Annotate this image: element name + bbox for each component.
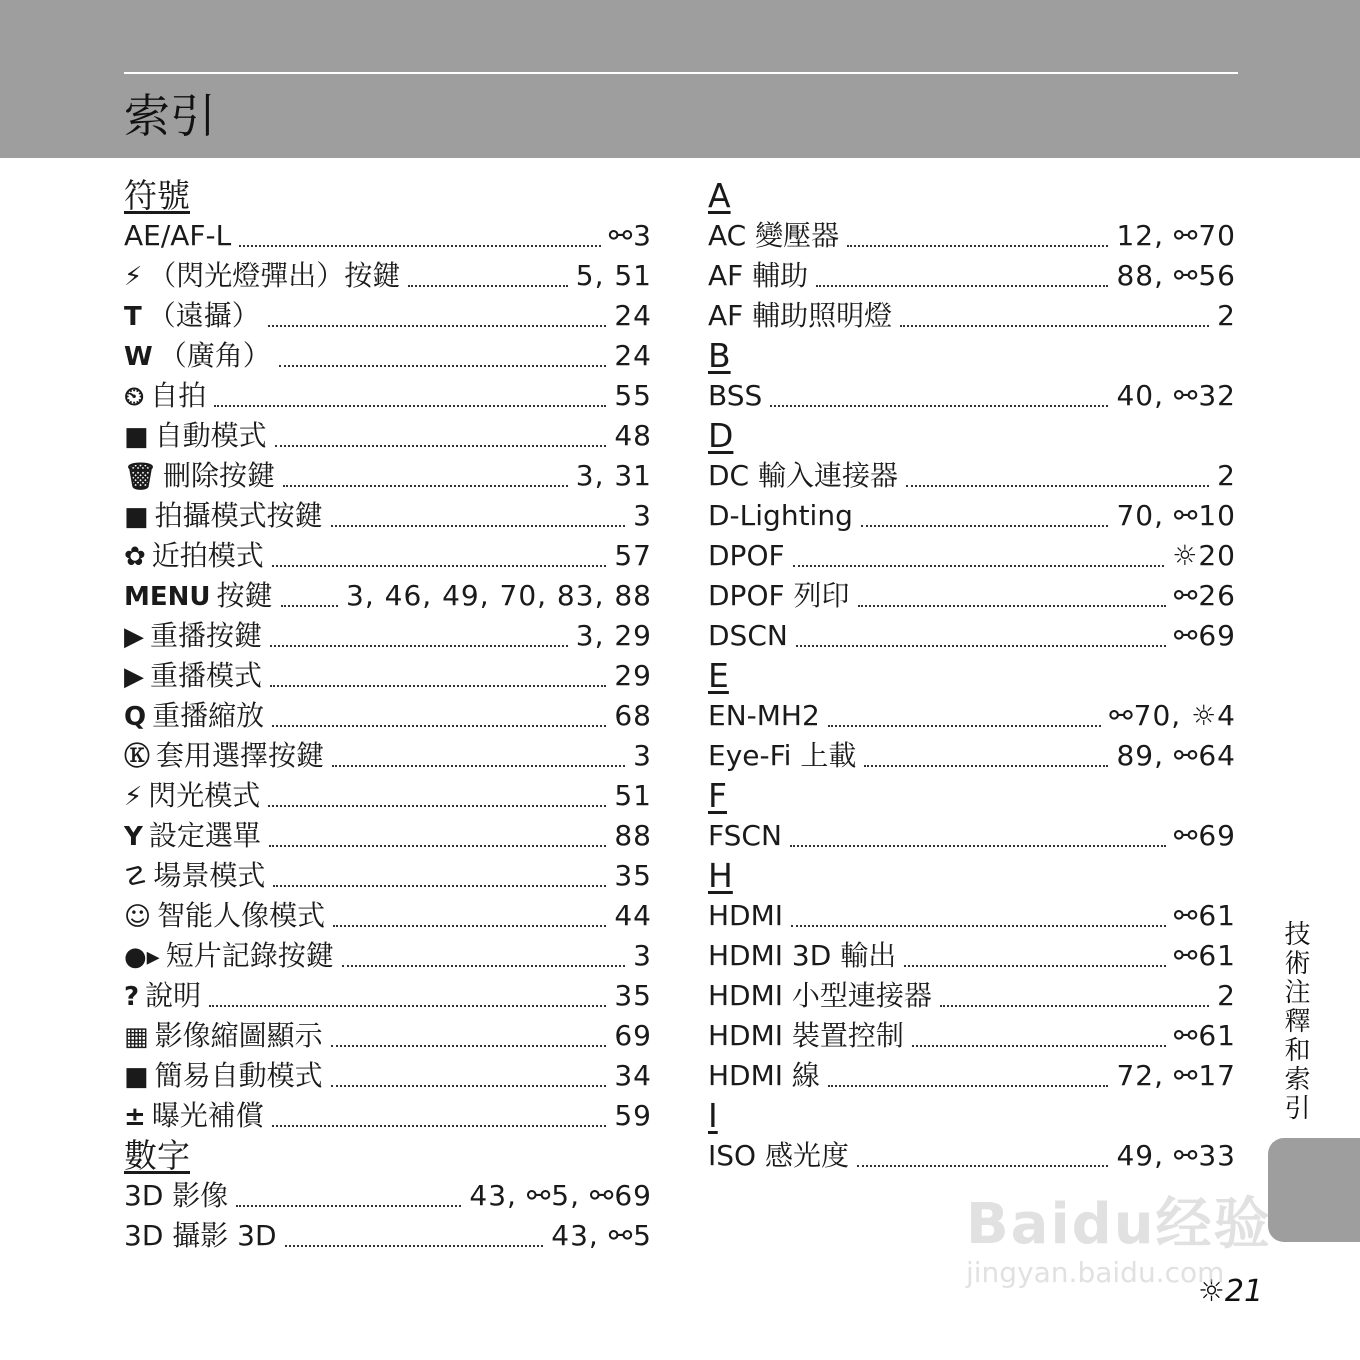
entry-icon: ⚡: [124, 782, 143, 812]
entry-term: （廣角）: [158, 339, 271, 372]
dot-leader: [900, 325, 1209, 327]
entry-pages: 43, ⚯5, ⚯69: [469, 1179, 652, 1212]
dot-leader: [861, 525, 1109, 527]
index-entry: [124, 736, 652, 776]
index-entry: [708, 256, 1236, 296]
entry-icon: T: [124, 302, 142, 332]
entry-icon: ⏲: [124, 382, 145, 412]
dot-leader: [272, 725, 606, 727]
entry-term: 場景模式: [153, 859, 266, 892]
section-heading: A: [708, 176, 731, 215]
entry-pages: 59: [614, 1099, 652, 1132]
entry-pages: 3: [633, 939, 652, 972]
index-entry: [124, 1056, 652, 1096]
entry-term: 曝光補償: [151, 1099, 264, 1132]
entry-pages: ⚯3: [608, 219, 652, 252]
dot-leader: [285, 1245, 544, 1247]
index-entry: [124, 936, 652, 976]
index-column-left: [124, 176, 652, 1256]
entry-pages: 24: [614, 299, 652, 332]
entry-pages: ⚯61: [1173, 899, 1236, 932]
dot-leader: [408, 285, 567, 287]
watermark-brand: Baidu经验: [966, 1192, 1272, 1257]
entry-term: 重播按鍵: [150, 619, 263, 652]
entry-term: 套用選擇按鍵: [156, 739, 325, 772]
dot-leader: [273, 885, 606, 887]
entry-term: 近拍模式: [151, 539, 264, 572]
entry-term: HDMI 小型連接器: [708, 979, 932, 1012]
index-entry: [708, 376, 1236, 416]
entry-icon: ±: [124, 1102, 146, 1132]
dot-leader: [331, 525, 626, 527]
index-entry: [124, 456, 652, 496]
entry-pages: ⚯69: [1173, 619, 1236, 652]
entry-pages: ⚯69: [1173, 819, 1236, 852]
entry-term: 閃光模式: [148, 779, 261, 812]
entry-pages: 24: [614, 339, 652, 372]
entry-term: DC 輸入連接器: [708, 459, 899, 492]
entry-term: 重播縮放: [152, 699, 265, 732]
entry-term: （遠攝）: [147, 299, 260, 332]
dot-leader: [281, 605, 339, 607]
index-entry: [124, 816, 652, 856]
entry-icon: ?: [124, 982, 140, 1012]
header-band: [0, 0, 1360, 158]
entry-term: BSS: [708, 379, 763, 412]
entry-pages: 3, 31: [575, 459, 652, 492]
dot-leader: [270, 645, 568, 647]
index-entry: [708, 496, 1236, 536]
watermark-url: jingyan.baidu.com: [966, 1256, 1225, 1289]
entry-pages: 2: [1217, 459, 1236, 492]
section-heading: 數字: [124, 1136, 190, 1175]
chapter-tab-label: 技術注釋和索引: [1280, 920, 1310, 1123]
dot-leader: [828, 725, 1101, 727]
section-heading: B: [708, 336, 731, 375]
dot-leader: [283, 485, 568, 487]
entry-pages: ⚯61: [1173, 1019, 1236, 1052]
entry-term: 自動模式: [154, 419, 267, 452]
dot-leader: [268, 805, 606, 807]
entry-term: 自拍: [150, 379, 207, 412]
entry-icon: ✿: [124, 542, 146, 572]
entry-term: 按鍵: [216, 579, 273, 612]
dot-leader: [268, 325, 607, 327]
index-entry: [124, 576, 652, 616]
index-entry: [708, 736, 1236, 776]
entry-term: ISO 感光度: [708, 1139, 849, 1172]
index-entry: [124, 896, 652, 936]
chapter-tab-marker: [1268, 1138, 1360, 1242]
entry-term: 設定選單: [148, 819, 261, 852]
index-entry: [124, 616, 652, 656]
entry-term: FSCN: [708, 819, 782, 852]
entry-pages: 2: [1217, 299, 1236, 332]
index-entry: [124, 336, 652, 376]
entry-pages: ☼20: [1172, 539, 1236, 572]
entry-icon: Q: [124, 702, 147, 732]
entry-pages: 5, 51: [575, 259, 652, 292]
entry-pages: 88: [614, 819, 652, 852]
entry-term: 影像縮圖顯示: [154, 1019, 323, 1052]
entry-icon: ▦: [124, 1022, 149, 1052]
section-heading: E: [708, 656, 729, 695]
entry-term: D-Lighting: [708, 499, 853, 532]
page-title: 索引: [124, 89, 216, 143]
entry-pages: 89, ⚯64: [1116, 739, 1236, 772]
entry-pages: 51: [614, 779, 652, 812]
entry-pages: 43, ⚯5: [551, 1219, 652, 1252]
entry-icon: W: [124, 342, 153, 372]
dot-leader: [236, 1205, 461, 1207]
entry-pages: ⚯70, ☼4: [1109, 699, 1236, 732]
page-number: ☼21: [1198, 1274, 1264, 1309]
dot-leader: [828, 1085, 1109, 1087]
dot-leader: [342, 965, 625, 967]
index-column-right: [708, 176, 1236, 1176]
entry-pages: 49, ⚯33: [1116, 1139, 1236, 1172]
entry-pages: 57: [614, 539, 652, 572]
entry-icon: ■: [124, 502, 149, 532]
entry-term: 3D 攝影 3D: [124, 1219, 277, 1252]
entry-pages: 35: [614, 859, 652, 892]
entry-term: AF 輔助: [708, 259, 809, 292]
entry-term: HDMI 3D 輸出: [708, 939, 897, 972]
index-entry: [708, 1056, 1236, 1096]
entry-pages: 48: [614, 419, 652, 452]
entry-term: 說明: [145, 979, 202, 1012]
index-entry: [124, 376, 652, 416]
dot-leader: [816, 285, 1108, 287]
entry-term: 重播模式: [150, 659, 263, 692]
entry-pages: 3, 46, 49, 70, 83, 88: [346, 579, 652, 612]
section-heading: H: [708, 856, 733, 895]
index-entry: [124, 776, 652, 816]
entry-icon: Ⓚ: [124, 742, 151, 772]
entry-icon: ●▸: [124, 942, 160, 972]
index-entry: [708, 896, 1236, 936]
entry-pages: 44: [614, 899, 652, 932]
dot-leader: [770, 405, 1108, 407]
entry-pages: 70, ⚯10: [1116, 499, 1236, 532]
index-entry: [124, 696, 652, 736]
index-entry: [124, 1176, 652, 1216]
entry-term: AF 輔助照明燈: [708, 299, 893, 332]
entry-icon: ⚡: [124, 262, 143, 292]
index-entry: [124, 656, 652, 696]
section-heading: D: [708, 416, 734, 455]
entry-pages: 3: [633, 739, 652, 772]
dot-leader: [269, 845, 607, 847]
section-heading: I: [708, 1096, 718, 1135]
entry-pages: 55: [614, 379, 652, 412]
index-entry: [708, 1136, 1236, 1176]
entry-pages: 2: [1217, 979, 1236, 1012]
entry-term: HDMI: [708, 899, 784, 932]
header-rule: [124, 72, 1238, 74]
entry-pages: 88, ⚯56: [1116, 259, 1236, 292]
index-entry: [708, 696, 1236, 736]
entry-icon: ▶: [124, 662, 144, 692]
entry-term: DPOF: [708, 539, 785, 572]
dot-leader: [209, 1005, 606, 1007]
dot-leader: [331, 1085, 607, 1087]
entry-term: EN-MH2: [708, 699, 820, 732]
index-entry: [708, 936, 1236, 976]
section-heading: F: [708, 776, 727, 815]
dot-leader: [239, 245, 600, 247]
entry-term: DPOF 列印: [708, 579, 850, 612]
dot-leader: [912, 1045, 1166, 1047]
dot-leader: [864, 765, 1108, 767]
index-entry: [124, 1096, 652, 1136]
entry-pages: 72, ⚯17: [1116, 1059, 1236, 1092]
entry-icon: ☺: [124, 902, 152, 932]
entry-term: HDMI 裝置控制: [708, 1019, 904, 1052]
index-entry: [124, 1216, 652, 1256]
entry-term: （閃光燈彈出）按鍵: [148, 259, 401, 292]
entry-icon: ▶: [124, 622, 144, 652]
dot-leader: [270, 685, 606, 687]
entry-term: 短片記錄按鍵: [165, 939, 334, 972]
index-entry: [124, 496, 652, 536]
entry-term: Eye-Fi 上載: [708, 739, 857, 772]
entry-pages: ⚯26: [1173, 579, 1236, 612]
dot-leader: [796, 645, 1166, 647]
index-entry: [708, 216, 1236, 256]
entry-term: HDMI 線: [708, 1059, 820, 1092]
dot-leader: [858, 605, 1166, 607]
dot-leader: [214, 405, 606, 407]
entry-term: 簡易自動模式: [154, 1059, 323, 1092]
dot-leader: [906, 485, 1209, 487]
entry-pages: 40, ⚯32: [1116, 379, 1236, 412]
index-entry: [708, 1016, 1236, 1056]
entry-pages: 3: [633, 499, 652, 532]
dot-leader: [904, 965, 1166, 967]
index-entry: [124, 536, 652, 576]
index-entry: [708, 816, 1236, 856]
index-entry: [708, 616, 1236, 656]
dot-leader: [272, 565, 607, 567]
dot-leader: [790, 845, 1166, 847]
section-heading: 符號: [124, 176, 190, 215]
entry-pages: 35: [614, 979, 652, 1012]
index-entry: [124, 1016, 652, 1056]
entry-pages: 12, ⚯70: [1116, 219, 1236, 252]
entry-term: 3D 影像: [124, 1179, 229, 1212]
entry-term: 刪除按鍵: [163, 459, 276, 492]
dot-leader: [857, 1165, 1108, 1167]
entry-term: DSCN: [708, 619, 788, 652]
dot-leader: [275, 445, 607, 447]
index-entry: [124, 976, 652, 1016]
dot-leader: [272, 1125, 607, 1127]
entry-icon: Y: [124, 822, 143, 852]
entry-pages: 3, 29: [575, 619, 652, 652]
entry-icon: ■: [124, 1062, 149, 1092]
dot-leader: [847, 245, 1108, 247]
entry-icon: ☡: [124, 862, 148, 892]
index-entry: [124, 416, 652, 456]
index-entry: [124, 296, 652, 336]
dot-leader: [332, 765, 625, 767]
index-entry: [708, 456, 1236, 496]
dot-leader: [793, 565, 1165, 567]
entry-pages: 68: [614, 699, 652, 732]
entry-icon: 🗑: [124, 462, 158, 492]
entry-term: 拍攝模式按鍵: [154, 499, 323, 532]
entry-icon: MENU: [124, 582, 211, 612]
index-entry: [708, 976, 1236, 1016]
entry-icon: ■: [124, 422, 149, 452]
dot-leader: [333, 925, 606, 927]
index-entry: [124, 856, 652, 896]
dot-leader: [279, 365, 607, 367]
dot-leader: [331, 1045, 607, 1047]
entry-pages: 34: [614, 1059, 652, 1092]
index-entry: [124, 256, 652, 296]
index-entry: [708, 536, 1236, 576]
entry-pages: 69: [614, 1019, 652, 1052]
entry-term: AC 變壓器: [708, 219, 840, 252]
index-entry: [708, 576, 1236, 616]
entry-term: AE/AF-L: [124, 219, 232, 252]
dot-leader: [791, 925, 1166, 927]
dot-leader: [940, 1005, 1209, 1007]
entry-pages: ⚯61: [1173, 939, 1236, 972]
entry-pages: 29: [614, 659, 652, 692]
index-entry: [708, 296, 1236, 336]
entry-term: 智能人像模式: [157, 899, 326, 932]
index-entry: [124, 216, 652, 256]
